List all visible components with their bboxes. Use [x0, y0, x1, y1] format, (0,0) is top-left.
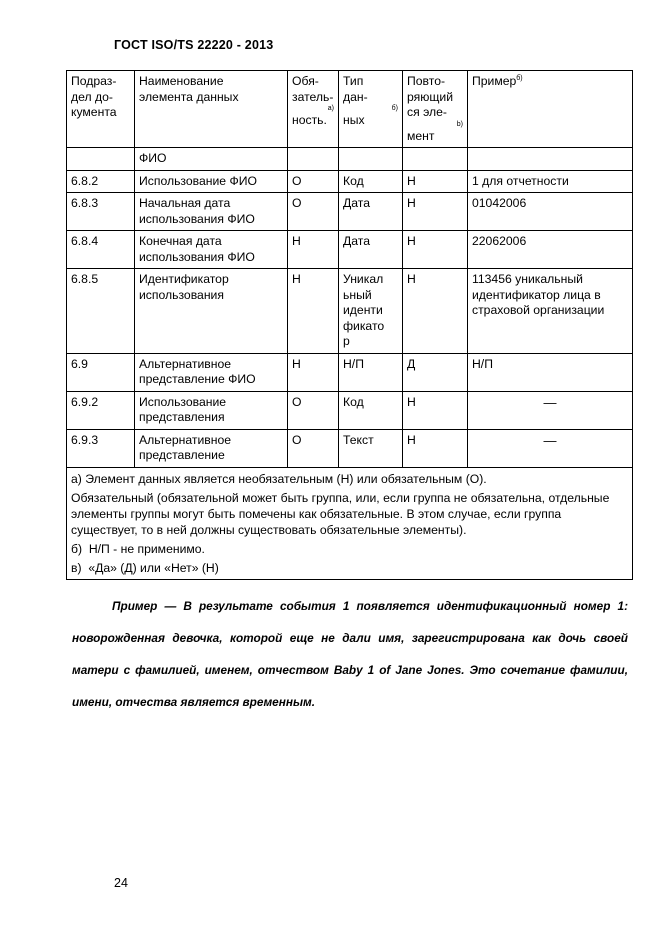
data-elements-table: [66, 70, 633, 580]
col-header-example: Пример$^{б)}$: [468, 71, 633, 148]
table-row: 6.8.3 Начальная дата использования ФИО О Дата Н 01042006: [67, 193, 633, 231]
table-row: 6.8.2 Использование ФИО О Код Н 1 для отчетности: [67, 170, 633, 193]
table-row: 6.9.2 Использование представления О Код Н —: [67, 391, 633, 429]
table-row: 6.9 Альтернативное представление ФИО Н Н/П Д Н/П: [67, 353, 633, 391]
col-header-type: Тип дан- б) ных: [339, 71, 403, 148]
example-paragraph: Пример — В результате события 1 появляется идентификационный номер 1: новорожденная девочка, которой еще не дали имя, зарегистрирована как дочь своей матери с фамилией, именем, отчеством Baby 1 of Jane Jones. Это сочетание фамилии, имени, отчества является временным.: [72, 599, 628, 709]
col-header-obligation: Обя- затель- а) ность.: [288, 71, 339, 148]
table-notes: а) Элемент данных является необязательным (Н) или обязательным (О). Обязательный (обязательной может быть группа, или, если группа не обязательна, отдельные элементы группы могут быть помечены как обязательные. В этом случае, если группа существует, то в ней должны существовать обязательные элементы). б) Н/П - не применимо. в) «Да» (Д) или «Нет» (Н): [67, 467, 633, 579]
table-notes-row: [67, 467, 633, 579]
table-row: 6.8.5 Идентификатор использования Н Уникал ьный иденти фикато р Н 113456 уникальный идентификатор лица в страховой организации: [67, 269, 633, 354]
table-row: 6.8.4 Конечная дата использования ФИО Н Дата Н 22062006: [67, 231, 633, 269]
col-header-name: Наименование элемента данных: [135, 71, 288, 148]
document-header: ГОСТ ISO/TS 22220 - 2013: [114, 38, 274, 52]
table-row: 6.9.3 Альтернативное представление О Текст Н —: [67, 429, 633, 467]
col-header-section: Подраз- дел до- кумента: [67, 71, 135, 148]
table-header-row: [67, 71, 633, 148]
page-number: 24: [114, 876, 128, 890]
col-header-repeat: Повто- ряющий ся эле- b) мент: [403, 71, 468, 148]
table-row: ФИО: [67, 148, 633, 171]
